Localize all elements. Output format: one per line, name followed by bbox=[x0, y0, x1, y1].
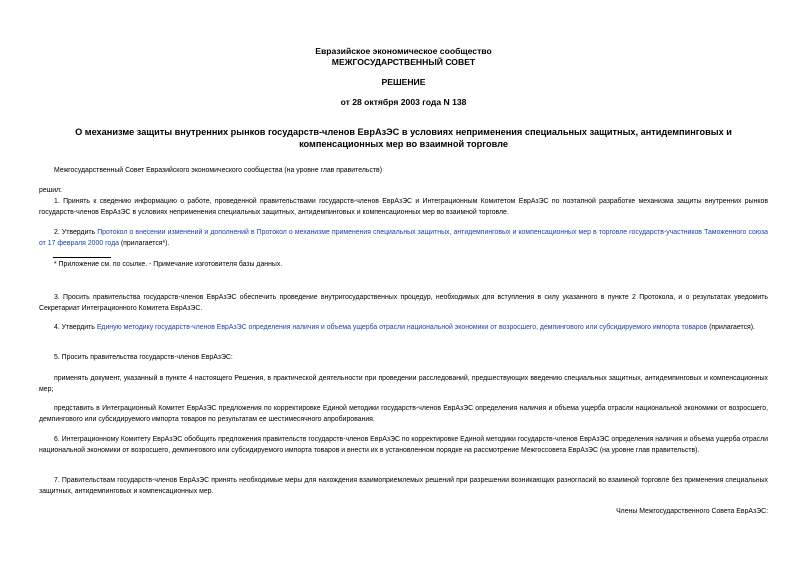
council-name: МЕЖГОСУДАРСТВЕННЫЙ СОВЕТ bbox=[331, 57, 476, 67]
methodology-link[interactable]: Единую методику государств-членов ЕврАзЭС определения наличия и объема ущерба отрасли национальной экономики от возросшего, демпингового или субсидируемого импорта товаров bbox=[96, 324, 708, 331]
doc-type: РЕШЕНИЕ bbox=[381, 77, 426, 87]
item-5a: применять документ, указанный в пункте 4 настоящего Решения, в практической деятельности при проведении расследований, предшествующих введению специальных защитных, антидемпинговых и компенсационных мер; bbox=[39, 375, 768, 393]
footnote-divider bbox=[53, 257, 111, 258]
item-2-prefix: 2. Утвердить bbox=[54, 229, 98, 236]
protocol-link[interactable]: Протокол о внесении изменений и дополнений в Протокол о механизме применения специальных защитных, антидемпинговых и компенсационных мер в торговле государств-участников Таможенного союза от 17 февраля 2000 года bbox=[39, 229, 768, 247]
org-name: Евразийское экономическое сообщество bbox=[315, 46, 492, 56]
item-3: 3. Просить правительства государств-членов ЕврАзЭС обеспечить проведение внутригосударственных процедур, необходимых для вступления в силу указанного в пункте 2 Протокола, и о результатах уведомить Секретариат Интеграционного Комитета ЕврАзЭС. bbox=[39, 294, 768, 312]
signature-line: Члены Межгосударственного Совета ЕврАзЭС: bbox=[616, 508, 768, 515]
item-4-prefix: 4. Утвердить bbox=[54, 324, 97, 331]
item-5b: представить в Интеграционный Комитет ЕврАзЭС предложения по корректировке Единой методики государств-членов ЕврАзЭС определения наличия и объема ущерба отрасли национальной экономики от возросшего, демпингового или субсидируемого импорта товаров по результатам ее шестимесячного апробирования. bbox=[39, 405, 768, 423]
date-number: от 28 октября 2003 года N 138 bbox=[340, 97, 467, 107]
item-5: 5. Просить правительства государств-членов ЕврАзЭС: bbox=[54, 354, 233, 361]
item-4-suffix: (прилагается). bbox=[707, 324, 755, 331]
item-2 bbox=[39, 228, 768, 249]
item-4 bbox=[39, 323, 768, 334]
resolved-label: решил: bbox=[39, 187, 62, 194]
item-6: 6. Интеграционному Комитету ЕврАзЭС обобщить предложения правительств государств-членов ЕврАзЭС по корректировке Единой методики государств-членов ЕврАзЭС определения наличия и объема ущерба отрасли национальной экономики от возросшего, демпингового или субсидируемого импорта товаров и внести их в установленном порядке на рассмотрение Межгоссовета ЕврАзЭС (на уровне глав правительств). bbox=[39, 436, 768, 454]
document-title: О механизме защиты внутренних рынков государств-членов ЕврАзЭС в условиях неприменения специальных защитных, антидемпинговых и компенсационных мер во взаимной торговле bbox=[75, 127, 732, 149]
item-1: 1. Принять к сведению информацию о работе, проведенной правительствами государств-членов ЕврАзЭС и Интеграционным Комитетом ЕврАзЭС по поэтапной разработке механизма защиты внутренних рынков государств-членов ЕврАзЭС в условиях неприменения специальных защитных, антидемпинговых и компенсационных мер во взаимной торговле. bbox=[39, 198, 768, 216]
intro-text: Межгосударственный Совет Евразийского экономического сообщества (на уровне глав правительств) bbox=[54, 167, 382, 174]
item-2-suffix: (прилагается*). bbox=[118, 239, 170, 247]
item-7: 7. Правительствам государств-членов ЕврАзЭС принять необходимые меры для нахождения взаимоприемлемых решений при разрешении возникающих разногласий во взаимной торговле без применения специальных защитных, антидемпинговых и компенсационных мер. bbox=[39, 477, 768, 495]
footnote: * Приложение см. по ссылке. - Примечание изготовителя базы данных. bbox=[54, 261, 283, 268]
